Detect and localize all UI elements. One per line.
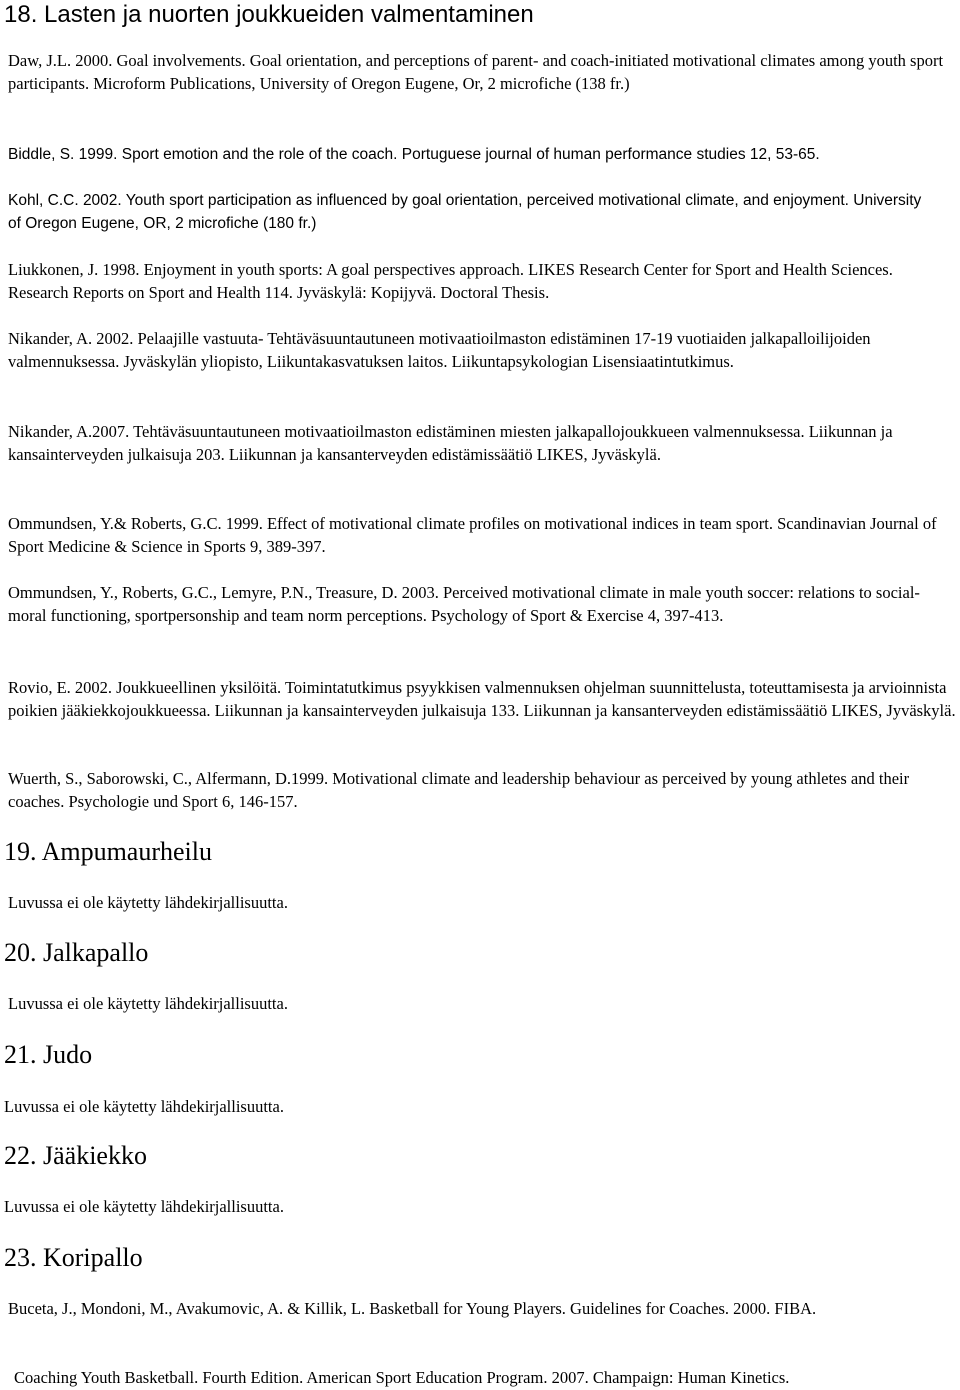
section-note: Luvussa ei ole käytetty lähdekirjallisuutta. [4,1097,284,1116]
reference-item: Kohl, C.C. 2002. Youth sport participation as influenced by goal orientation, perceived motivational climate, and enjoyment. University of Oregon Eugene, OR, 2 microfiche (180 fr.) [8,192,922,232]
reference-item: Biddle, S. 1999. Sport emotion and the role of the coach. Portuguese journal of human performance studies 12, 53-65. [8,146,820,163]
section-note: Luvussa ei ole käytetty lähdekirjallisuutta. [8,994,288,1013]
reference-item: Ommundsen, Y.& Roberts, G.C. 1999. Effect of motivational climate profiles on motivational indices in team sport. Scandinavian Journal of Sport Medicine & Science in Sports 9, 389-397. [8,514,937,556]
section-note: Luvussa ei ole käytetty lähdekirjallisuutta. [8,893,288,912]
reference-item: Buceta, J., Mondoni, M., Avakumovic, A. & Killik, L. Basketball for Young Players. Guidelines for Coaches. 2000. FIBA. [8,1299,817,1318]
section-heading-20: 20. Jalkapallo [4,938,149,967]
reference-item: Daw, J.L. 2000. Goal involvements. Goal orientation, and perceptions of parent- and coach-initiated motivational climates among youth sport participants. Microform Publications, University of Oregon Eugene, Or, 2 microfiche (138 fr.) [8,51,944,93]
reference-item: Wuerth, S., Saborowski, C., Alfermann, D.1999. Motivational climate and leadership behaviour as perceived by young athletes and their coaches. Psychologie und Sport 6, 146-157. [8,769,910,811]
reference-item: Coaching Youth Basketball. Fourth Edition. American Sport Education Program. 2007. Champaign: Human Kinetics. [14,1368,790,1387]
section-heading-22: 22. Jääkiekko [4,1141,147,1170]
reference-item: Nikander, A.2007. Tehtäväsuuntautuneen motivaatioilmaston edistäminen miesten jalkapallojoukkueen valmennuksessa. Liikunnan ja kansainterveyden julkaisuja 203. Liikunnan ja kansanterveyden edistämissäätiö LIKES, Jyväskylä. [8,422,893,464]
section-heading-19: 19. Ampumaurheilu [4,837,212,866]
reference-item: Rovio, E. 2002. Joukkueellinen yksilöitä. Toimintatutkimus psyykkisen valmennuksen ohjelman suunnittelusta, toteuttamisesta ja arvioinnista poikien jääkiekkojoukkueessa. Liikunnan ja kansainterveyden julkaisuja 133. Liikunnan ja kansanterveyden edistämissäätiö LIKES, Jyväskylä. [8,678,956,720]
section-heading-18: 18. Lasten ja nuorten joukkueiden valmentaminen [4,1,534,28]
section-note: Luvussa ei ole käytetty lähdekirjallisuutta. [4,1197,284,1216]
reference-item: Nikander, A. 2002. Pelaajille vastuuta- Tehtäväsuuntautuneen motivaatioilmaston edistäminen 17-19 vuotiaiden jalkapalloilijoiden valmennuksessa. Jyväskylän yliopisto, Liikuntakasvatuksen laitos. Liikuntapsykologian Lisensiaatintutkimus. [8,329,871,371]
section-heading-21: 21. Judo [4,1040,93,1069]
section-heading-23: 23. Koripallo [4,1243,143,1272]
reference-item: Ommundsen, Y., Roberts, G.C., Lemyre, P.N., Treasure, D. 2003. Perceived motivational climate in male youth soccer: relations to social-moral functioning, sportpersonship and team norm perceptions. Psychology of Sport & Exercise 4, 397-413. [8,583,920,625]
reference-item: Liukkonen, J. 1998. Enjoyment in youth sports: A goal perspectives approach. LIKES Research Center for Sport and Health Sciences. Research Reports on Sport and Health 114. Jyväskylä: Kopijyvä. Doctoral Thesis. [8,260,893,302]
